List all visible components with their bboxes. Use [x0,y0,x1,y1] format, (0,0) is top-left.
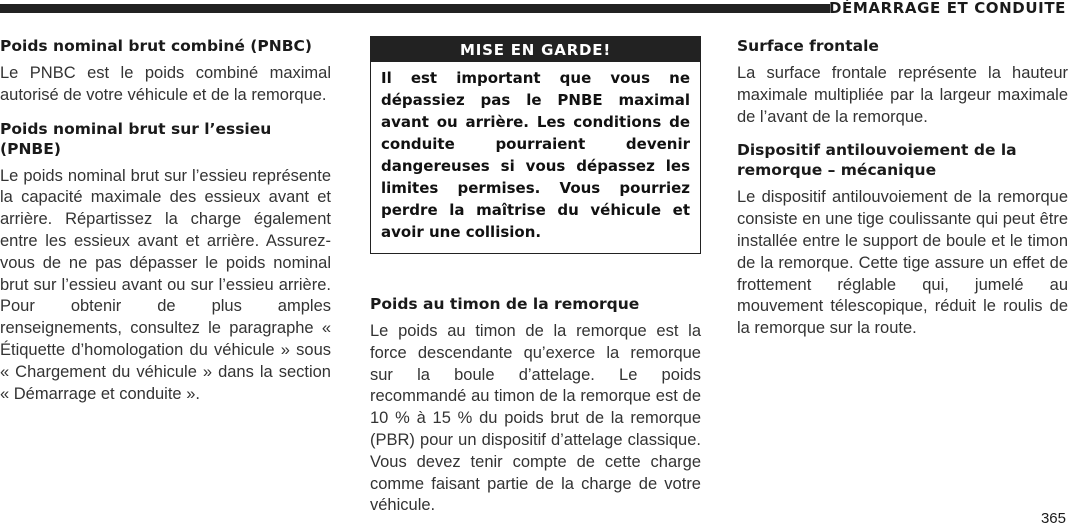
header-rule [0,4,830,13]
warning-text: Il est important que vous ne dépassiez pas le PNBE maximal avant ou arrière. Les conditions de conduite pourraient devenir dangereuses si vous dépassez les limites permises. Vous pourriez perdre la maîtrise du véhicule et avoir une collision. [381,69,690,241]
frontal-area-heading: Surface frontale [737,37,879,55]
warning-box [370,36,701,254]
column-right [737,36,1068,352]
column-left [0,36,331,417]
pnbc-heading: Poids nominal brut combiné (PNBC) [0,37,312,55]
warning-title: MISE EN GARDE! [371,37,700,62]
frontal-area-paragraph: La surface frontale représente la hauteur maximale multipliée par la largeur maximale de l’avant de la remorque. [737,64,1068,126]
tongue-weight-heading: Poids au timon de la remorque [370,295,640,313]
sway-control-paragraph: Le dispositif antilouvoiement de la remorque consiste en une tige coulissante qui peut être installée entre le support de boule et le timon de la remorque. Cette tige assure un effet de frottement réglable qui, jumelé au mouvement télescopique, réduit le roulis de la remorque sur la route. [737,188,1068,338]
page-number: 365 [1040,510,1066,527]
pnbe-paragraph: Le poids nominal brut sur l’essieu représente la capacité maximale des essieux avant et arrière. Répartissez la charge également entre les essieux avant et arrière. Assurez-vous de ne pas dépasser le poids nominal brut sur l’essieu avant ou sur l’essieu arrière. Pour obtenir de plus amples renseignements, consultez le paragraphe « Étiquette d’homologation du véhicule » sous « Chargement du véhicule » dans la section « Démarrage et conduite ». [0,166,331,403]
column-middle [370,36,701,529]
section-title: DÉMARRAGE ET CONDUITE [828,0,1066,17]
pnbe-heading: Poids nominal brut sur l’essieu (PNBE) [0,119,272,158]
tongue-weight-paragraph: Le poids au timon de la remorque est la force descendante qu’exerce la remorque sur la boule d’attelage. Le poids recommandé au timon de la remorque est de 10 % à 15 % du poids brut de la remorque (PBR) pour un dispositif d’attelage classique. Vous devez tenir compte de cette charge comme faisant partie de la charge de votre véhicule. [370,322,701,515]
sway-control-heading: Dispositif antilouvoiement de la remorque – mécanique [737,141,1017,180]
pnbc-paragraph: Le PNBC est le poids combiné maximal autorisé de votre véhicule et de la remorque. [0,64,331,104]
